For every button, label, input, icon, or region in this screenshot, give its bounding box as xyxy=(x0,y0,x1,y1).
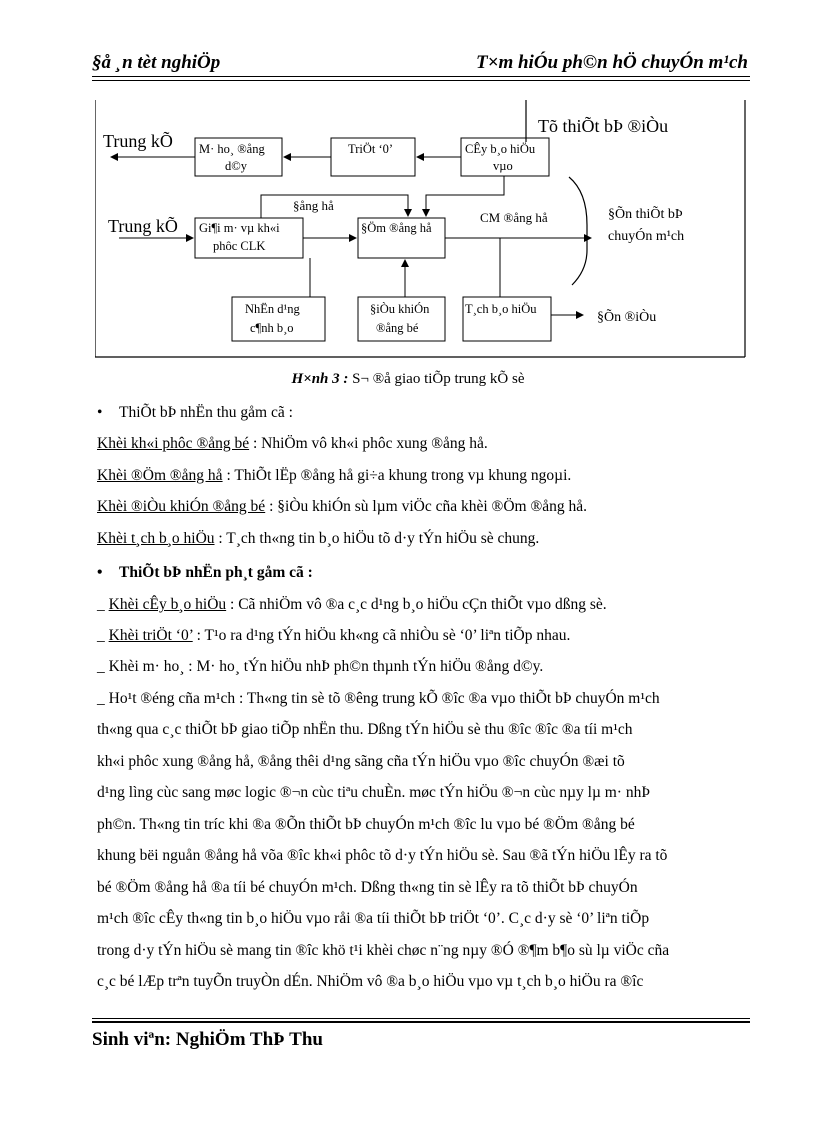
label-to-switch-1: §Õn thiÕt bÞ xyxy=(608,207,683,222)
paragraph-line: c¸c bé lÆp trªn tuyÕn truyÒn dÉn. NhiÖm vô ®a b¸o hiÖu vµo vµ t¸ch b¸o hiÖu ra ®îc xyxy=(97,973,644,990)
item-sep: : xyxy=(222,467,235,484)
item-sep: : xyxy=(265,498,278,515)
box-sync-control-text-1: §iÒu khiÓn xyxy=(370,302,430,316)
item-sep: : xyxy=(249,435,262,452)
receive-item-text: NhiÖm vô kh«i phôc xung ®ång hå. xyxy=(261,435,488,452)
box-line-encoder-text-2: d©y xyxy=(225,159,247,173)
send-item-2 xyxy=(97,627,570,645)
box-decoder-text-1: Gi¶i m· vµ kh«i xyxy=(199,221,280,235)
receive-item-label: Khèi t¸ch b¸o hiÖu xyxy=(97,530,215,547)
receive-item-4 xyxy=(97,530,539,548)
receive-item-text: T¸ch th«ng tin b¸o hiÖu tõ d·y tÝn hiÖu sè chung. xyxy=(226,530,540,547)
paragraph-line: khung bëi nguån ®ång hå võa ®îc kh«i phôc tõ d·y tÝn hiÖu sè. Sau ®ã tÝn hiÖu lÊy ra tõ xyxy=(97,847,668,864)
footer-rule-thin xyxy=(92,1018,750,1019)
header-rule-thin xyxy=(92,80,750,81)
label-clock: §ång hå xyxy=(293,198,334,213)
item-sep: : xyxy=(226,596,239,613)
label-trunk-out: Trung kÕ xyxy=(103,131,173,151)
item-prefix: _ xyxy=(97,627,109,644)
box-decoder-text-2: phôc CLK xyxy=(213,239,266,253)
label-cm-clock: CM ®ång hå xyxy=(480,210,548,225)
figure-number: H×nh 3 : xyxy=(291,371,349,387)
box-alarm-text-2: c¶nh b¸o xyxy=(250,321,294,335)
item-prefix: _ xyxy=(97,596,109,613)
switch-brace xyxy=(569,177,587,285)
box-line-encoder-text-1: M· ho¸ ®ång xyxy=(199,142,265,156)
box-alarm-text-1: NhËn d¹ng xyxy=(245,302,300,316)
receive-heading: ThiÕt bÞ nhËn thu gåm cã : xyxy=(119,404,293,421)
encode-line: _ Khèi m· ho¸ : M· ho¸ tÝn hiÖu nhÞ ph©n thµnh tÝn hiÖu ®ång d©y. xyxy=(97,658,544,675)
header-rule xyxy=(92,76,750,77)
header-title-left: §å ¸n tèt nghiÖp xyxy=(92,52,221,73)
box-sync-control-text-2: ®ång bé xyxy=(376,321,419,335)
send-item-label: Khèi cÊy b¸o hiÖu xyxy=(108,596,227,613)
paragraph-line: _ Ho¹t ®éng cña m¹ch : Th«ng tin sè tõ ®êng trung kÕ ®îc ®a vµo thiÕt bÞ chuyÓn m¹ch xyxy=(97,690,660,707)
footer-student: Sinh viªn: NghiÖm ThÞ Thu xyxy=(92,1029,323,1050)
send-heading: ThiÕt bÞ nhËn ph¸t gåm cã : xyxy=(119,564,313,581)
send-bullet xyxy=(97,564,313,582)
label-trunk-in: Trung kÕ xyxy=(108,216,178,236)
receive-item-label: Khèi kh«i phôc ®ång bé xyxy=(97,435,250,452)
receive-item-2 xyxy=(97,467,571,485)
box-signal-separate-text: T¸ch b¸o hiÖu xyxy=(465,302,537,316)
receive-item-3 xyxy=(97,498,587,516)
label-to-control: §Õn ®iÒu xyxy=(597,310,657,325)
figure-caption xyxy=(0,371,816,388)
paragraph-line: d¹ng lìng cùc sang møc logic ®¬n cùc tiªu chuÈn. møc tÝn hiÖu ®¬n cùc nµy lµ m· nhÞ xyxy=(97,784,650,801)
paragraph-line: th«ng qua c¸c thiÕt bÞ giao tiÕp nhËn thu. Dßng tÝn hiÖu sè thu ®îc ®îc ®a tíi m¹ch xyxy=(97,721,633,738)
send-item-text: Cã nhiÖm vô ®a c¸c d¹ng b¸o hiÖu cÇn thiÕt vµo dßng sè. xyxy=(238,596,607,613)
footer-rule xyxy=(92,1021,750,1023)
receive-item-1 xyxy=(97,435,488,453)
label-to-switch-2: chuyÓn m¹ch xyxy=(608,229,685,244)
bullet-dot: • xyxy=(97,564,103,581)
bullet-dot: • xyxy=(97,404,103,421)
figure-title: S¬ ®å giao tiÕp trung kÕ sè xyxy=(348,371,525,387)
paragraph-line: kh«i phôc xung ®ång hå, ®ång thêi d¹ng sãng cña tÝn hiÖu vµo ®îc chuyÓn ®æi tõ xyxy=(97,753,625,770)
item-sep: : xyxy=(192,627,205,644)
send-item-1 xyxy=(97,596,607,614)
label-from-control: Tõ thiÕt bÞ ®iÒu xyxy=(538,116,669,136)
receive-item-label: Khèi ®Öm ®ång hå xyxy=(97,467,223,484)
receive-item-text: §iÒu khiÓn sù lµm viÖc cña khèi ®Öm ®ång hå. xyxy=(277,498,587,515)
header-title-right: T×m hiÓu ph©n hÖ chuyÓn m¹ch xyxy=(476,52,748,73)
box-zero-suppress-text: TriÖt ‘0’ xyxy=(348,142,394,156)
item-sep: : xyxy=(214,530,227,547)
box-clock-buffer-text: §Öm ®ång hå xyxy=(361,221,432,235)
send-item-text: T¹o ra d¹ng tÝn hiÖu kh«ng cã nhiÒu sè ‘0’ liªn tiÕp nhau. xyxy=(204,627,571,644)
trunk-interface-diagram xyxy=(95,100,747,358)
paragraph-line: trong d·y tÝn hiÖu sè mang tin ®îc khö t¹i khèi chøc n¨ng nµy ®Ó ®¶m b¶o sù lµ viÖc cña xyxy=(97,942,670,959)
receive-bullet xyxy=(97,404,293,422)
send-item-label: Khèi triÖt ‘0’ xyxy=(108,627,193,644)
clock-feed-line xyxy=(261,195,408,218)
box-signal-insert-text-2: vµo xyxy=(493,159,513,173)
paragraph-line: m¹ch ®îc cÊy th«ng tin b¸o hiÖu vµo råi ®a tíi thiÕt bÞ triÖt ‘0’. C¸c d·y sè ‘0’ liªn tiÕp xyxy=(97,910,650,927)
paragraph-line: bé ®Öm ®ång hå ®a tíi bé chuyÓn m¹ch. Dßng th«ng tin sè lÊy ra tõ thiÕt bÞ chuyÓn xyxy=(97,879,638,896)
paragraph-line: ph©n. Th«ng tin tríc khi ®a ®Õn thiÕt bÞ chuyÓn m¹ch ®îc lu vµo bé ®Öm ®ång bé xyxy=(97,816,635,833)
box-signal-insert-text-1: CÊy b¸o hiÖu xyxy=(465,142,536,156)
receive-item-label: Khèi ®iÒu khiÓn ®ång bé xyxy=(97,498,266,515)
receive-item-text: ThiÕt lËp ®ång hå gi÷a khung trong vµ khung ngoµi. xyxy=(234,467,572,484)
